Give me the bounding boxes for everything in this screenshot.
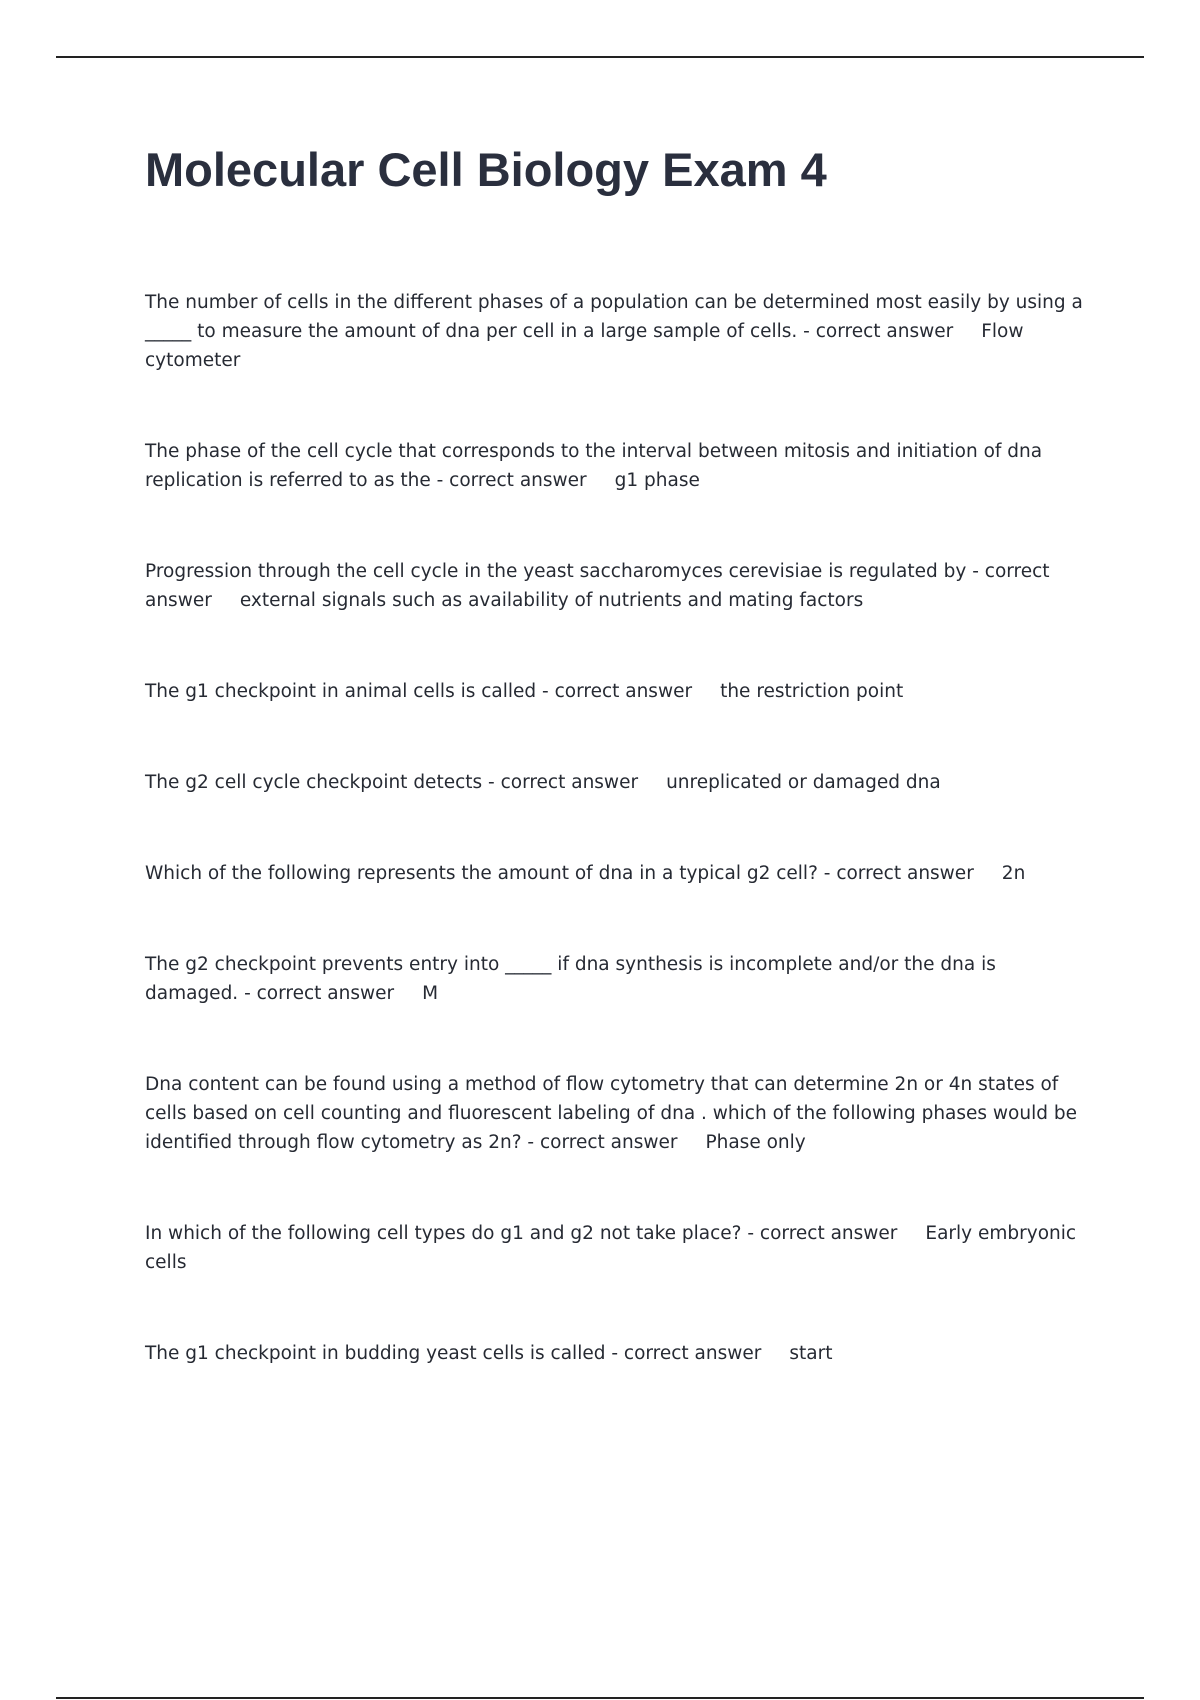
- qa-item-5: [145, 768, 1085, 797]
- question-text: Dna content can be found using a method of flow cytometry that can determine 2n or 4n states of cells based on cell counting and fluorescent labeling of dna . which of the following phases would be identified through flow cytometry as 2n? - correct answer: [145, 1074, 1077, 1154]
- question-text: The g1 checkpoint in animal cells is called - correct answer: [145, 681, 693, 703]
- qa-item-9: [145, 1219, 1085, 1277]
- question-text: The g2 checkpoint prevents entry into _____ if dna synthesis is incomplete and/or the dna is damaged. - correct answer: [145, 954, 996, 1005]
- question-text: The g2 cell cycle checkpoint detects - correct answer: [145, 772, 639, 794]
- question-text: The g1 checkpoint in budding yeast cells is called - correct answer: [145, 1343, 762, 1365]
- answer-text: Early embryonic cells: [145, 1223, 1077, 1274]
- document-body: [145, 142, 1085, 1430]
- answer-text: unreplicated or damaged dna: [666, 772, 941, 794]
- question-text: In which of the following cell types do g1 and g2 not take place? - correct answer: [145, 1223, 898, 1245]
- question-text: The number of cells in the different phases of a population can be determined most easily by using a _____ to measure the amount of dna per cell in a large sample of cells. - correct answer: [145, 292, 1083, 343]
- question-text: Progression through the cell cycle in the yeast saccharomyces cerevisiae is regulated by - correct answer: [145, 561, 1050, 612]
- page-title: Molecular Cell Biology Exam 4: [145, 143, 827, 196]
- qa-item-7: [145, 950, 1085, 1008]
- qa-item-8: [145, 1070, 1085, 1157]
- answer-text: external signals such as availability of nutrients and mating factors: [239, 590, 864, 612]
- qa-item-10: [145, 1339, 1085, 1368]
- answer-text: M: [422, 983, 439, 1005]
- bottom-rule: [56, 1697, 1144, 1699]
- qa-item-2: [145, 437, 1085, 495]
- question-text: Which of the following represents the amount of dna in a typical g2 cell? - correct answer: [145, 863, 974, 885]
- question-text: The phase of the cell cycle that corresponds to the interval between mitosis and initiation of dna replication is referred to as the - correct answer: [145, 441, 1043, 492]
- qa-item-6: [145, 859, 1085, 888]
- qa-list: [145, 288, 1085, 1368]
- qa-item-4: [145, 677, 1085, 706]
- answer-text: start: [789, 1343, 833, 1365]
- qa-item-1: [145, 288, 1085, 375]
- top-rule: [56, 56, 1144, 58]
- answer-text: Phase only: [705, 1132, 806, 1154]
- answer-text: Flow cytometer: [145, 321, 1024, 372]
- answer-text: 2n: [1001, 863, 1026, 885]
- answer-text: g1 phase: [614, 470, 700, 492]
- answer-text: the restriction point: [720, 681, 904, 703]
- qa-item-3: [145, 557, 1085, 615]
